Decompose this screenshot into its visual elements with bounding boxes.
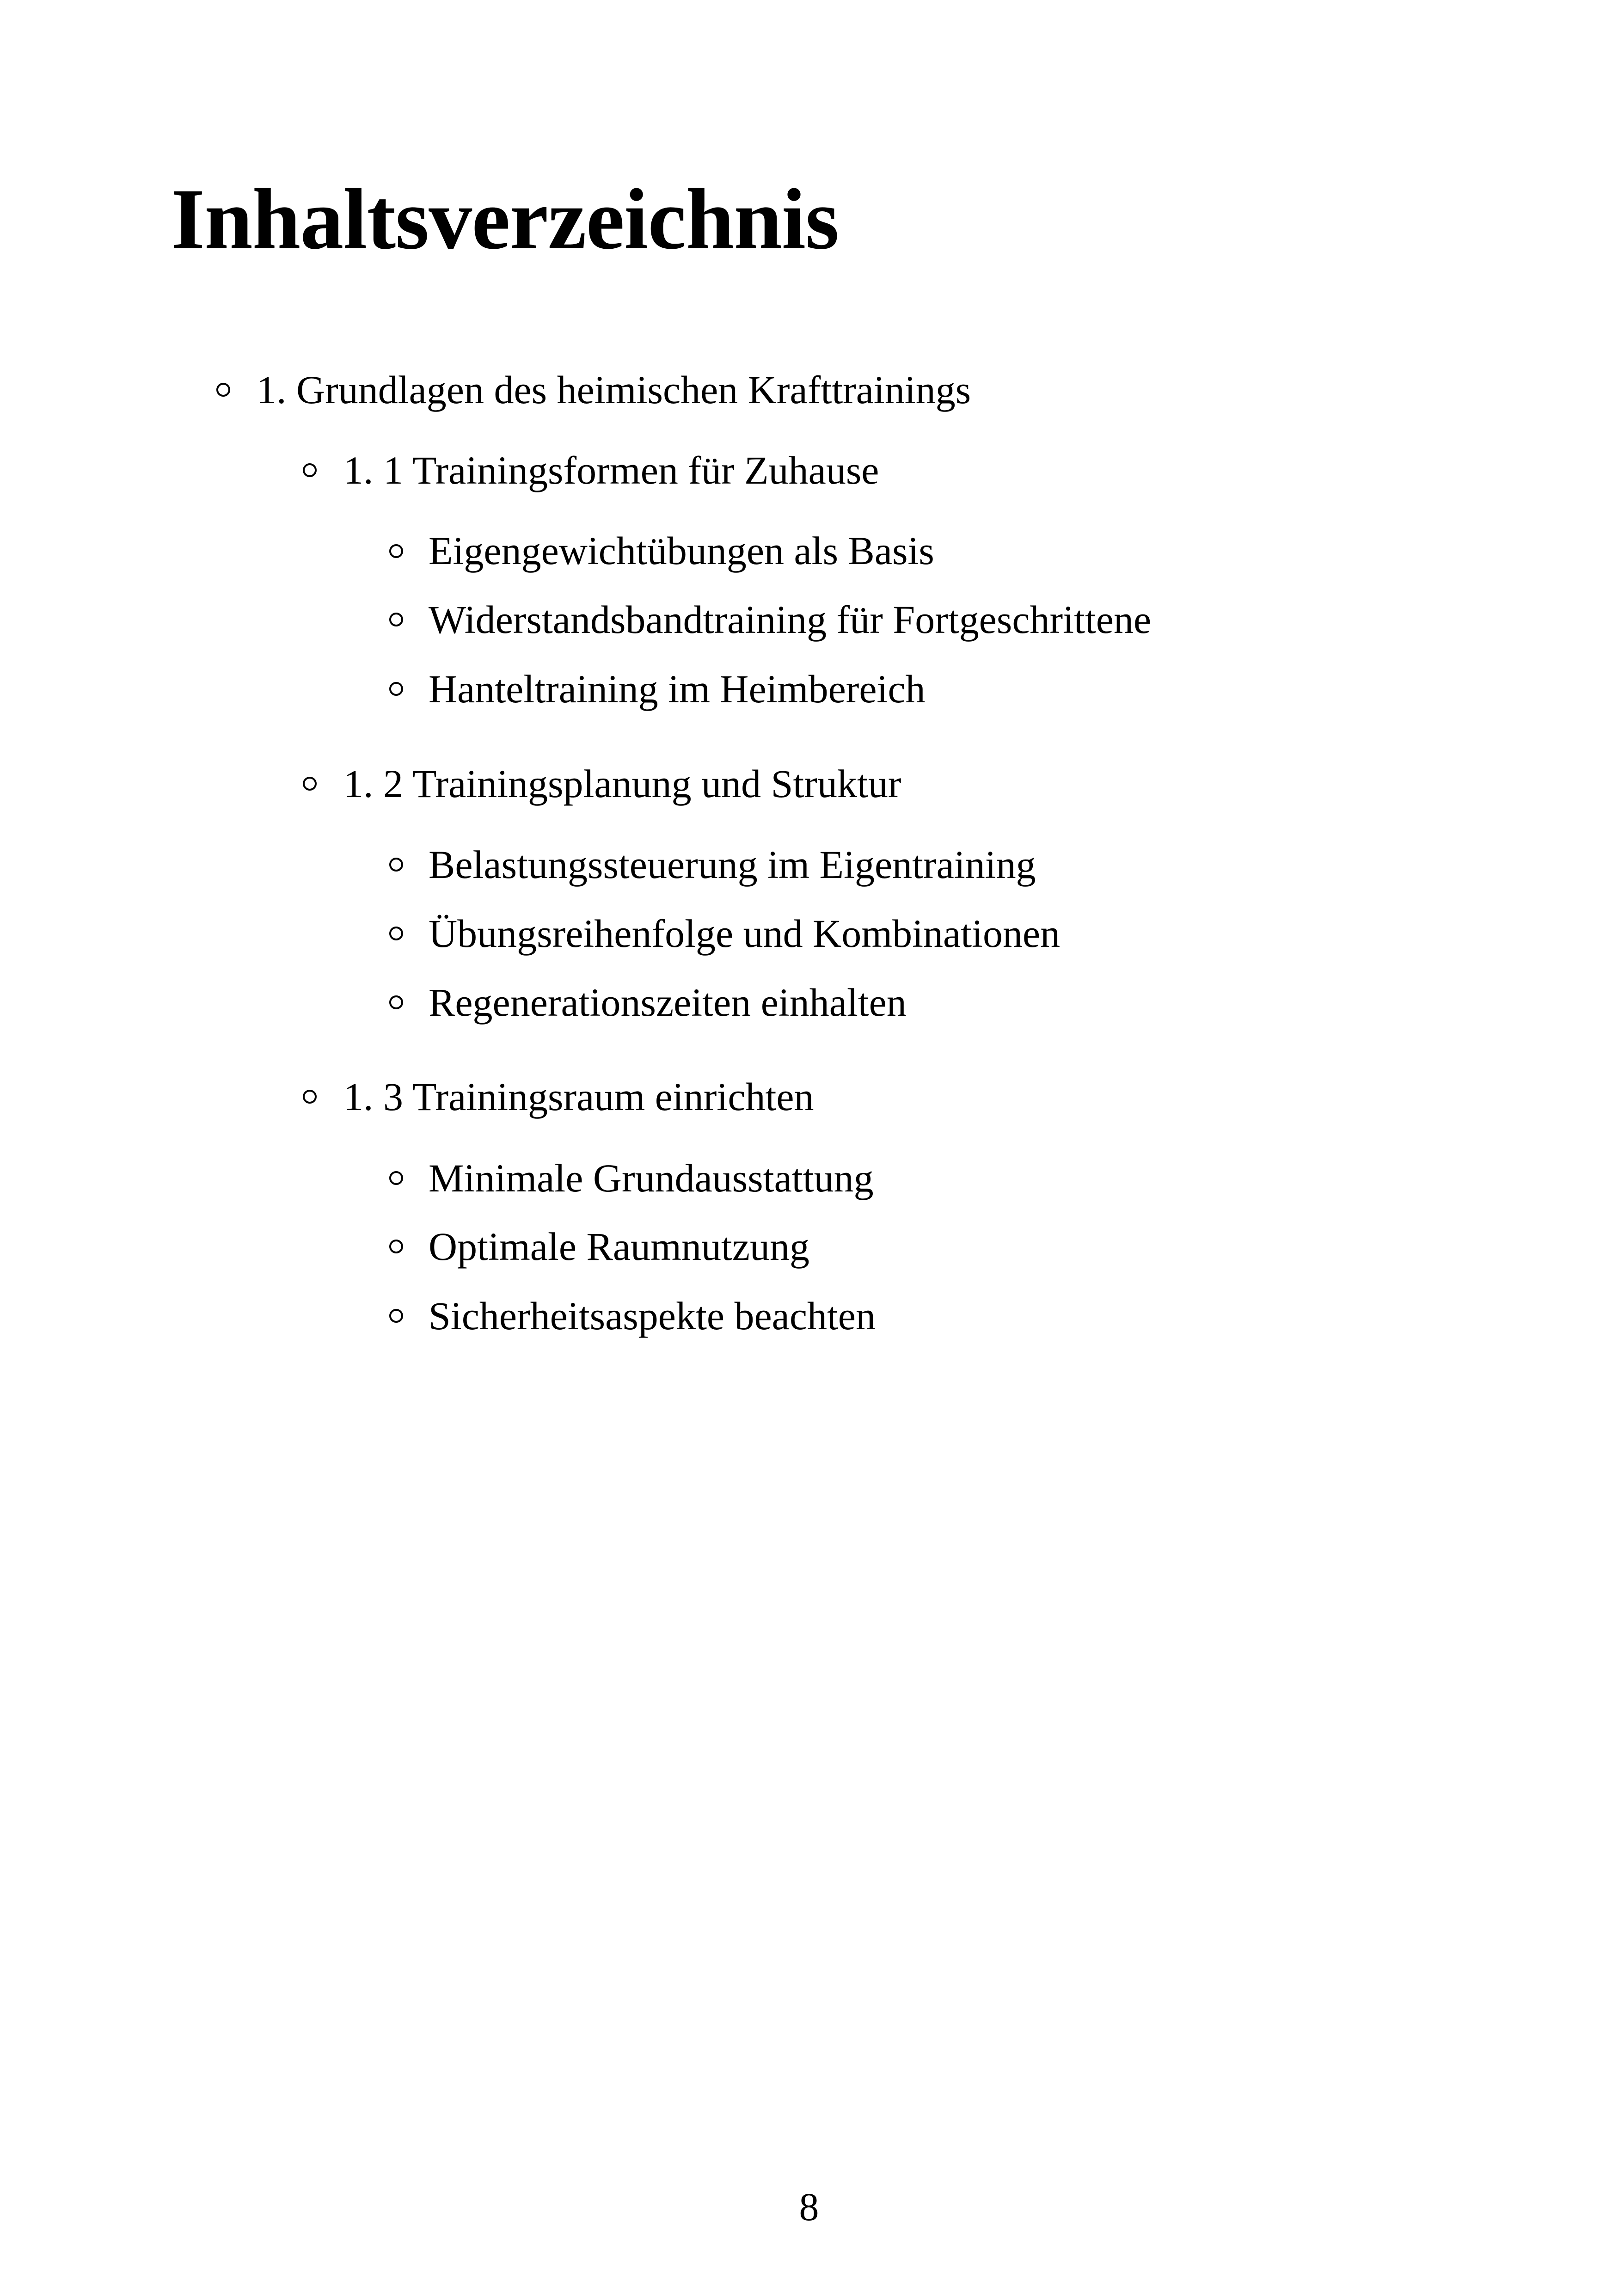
bullet-circle-icon [389,927,403,940]
toc-item: Belastungssteuerung im Eigentraining [429,842,1036,887]
bullet-circle-icon [303,1090,317,1104]
bullet-circle-icon [216,383,230,397]
toc-section: 1. 1 Trainingsformen für Zuhause [343,448,879,492]
bullet-circle-icon [389,1171,403,1185]
toc-section: 1. 2 Trainingsplanung und Struktur [343,761,901,806]
page-number: 8 [799,2185,819,2229]
toc-item: Widerstandsbandtraining für Fortgeschrittene [429,597,1152,642]
bullet-circle-icon [303,777,317,791]
toc-item: Übungsreihenfolge und Kombinationen [429,911,1060,956]
toc-item: Sicherheitsaspekte beachten [429,1294,876,1338]
bullet-circle-icon [389,995,403,1009]
page-title: Inhaltsverzeichnis [171,171,839,267]
toc-item: Optimale Raumnutzung [429,1224,810,1269]
bullet-circle-icon [389,613,403,626]
toc-item: Hanteltraining im Heimbereich [429,667,925,711]
bullet-circle-icon [389,1309,403,1323]
toc-section: 1. 3 Trainingsraum einrichten [343,1074,814,1119]
toc-item: Regenerationszeiten einhalten [429,980,907,1025]
bullet-circle-icon [389,682,403,696]
toc-item: Eigengewichtübungen als Basis [429,528,934,573]
bullet-circle-icon [389,544,403,558]
toc-item: Minimale Grundausstattung [429,1156,874,1200]
toc-chapter: 1. Grundlagen des heimischen Krafttrainings [257,368,971,412]
bullet-circle-icon [303,463,317,477]
bullet-circle-icon [389,858,403,872]
bullet-circle-icon [389,1240,403,1253]
